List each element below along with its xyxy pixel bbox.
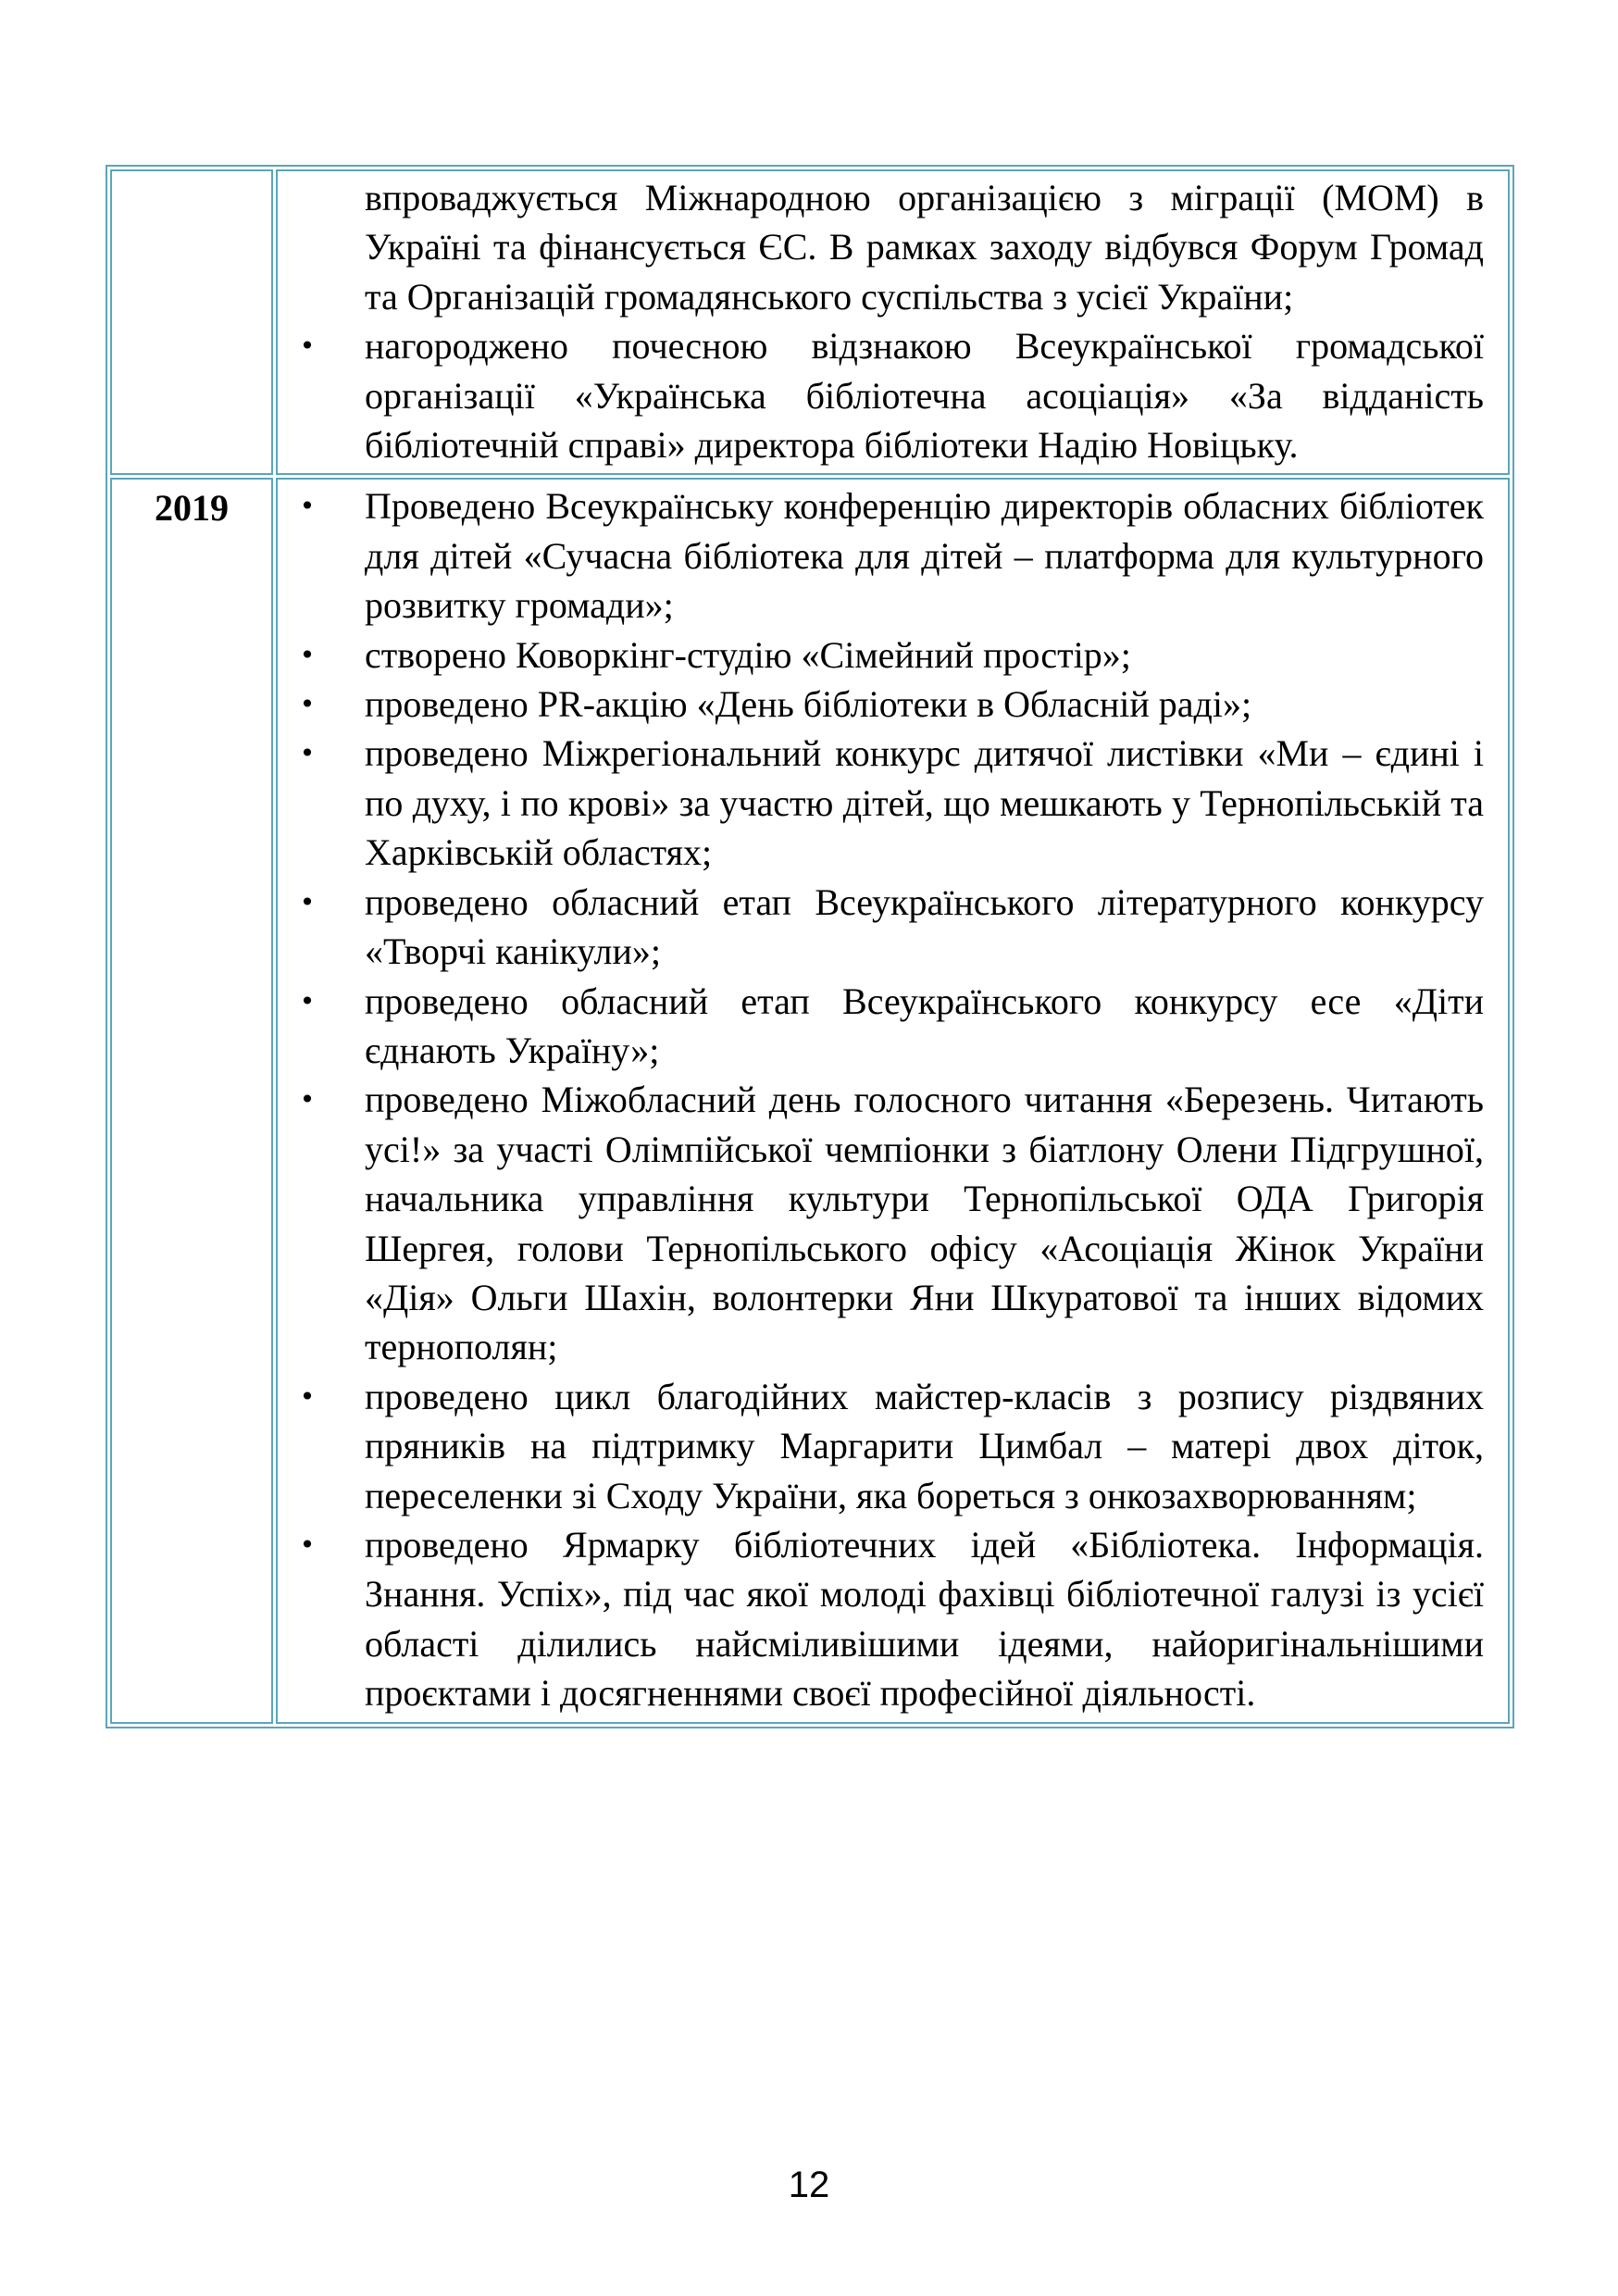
table-row [110, 478, 1510, 1723]
list-item [278, 1075, 1484, 1371]
content-cell [276, 478, 1510, 1723]
list-item [278, 878, 1484, 977]
events-table [106, 165, 1514, 1728]
list-item [278, 481, 1484, 630]
list-item [278, 729, 1484, 877]
year-label: 2019 [155, 487, 229, 530]
list-item-text: нагороджено почесною відзнакою Всеукраїнської громадської організації «Українська бібліотечна асоціація» «За відданість бібліотечній справі» директора бібліотеки Надію Новіцьку. [365, 325, 1484, 467]
list-item-text: проведено Ярмарку бібліотечних ідей «Бібліотека. Інформація. Знання. Успіх», під час якої молоді фахівці бібліотечної галузі із усієї області ділились найсміливішими ідеями, найоригінальнішими проєктами і досягненнями своєї професійної діяльності. [365, 1523, 1484, 1715]
list-item-text: проведено Міжобласний день голосного читання «Березень. Читають усі!» за участі Олімпійської чемпіонки з біатлону Олени Підгрушної, начальника управління культури Тернопільської ОДА Григорія Шергея, голови Тернопільського офісу «Асоціація Жінок України «Дія» Ольги Шахін, волонтерки Яни Шкуратової та інших відомих тернополян; [365, 1079, 1484, 1368]
events-table-body [110, 169, 1510, 1724]
bullet-icon: • [299, 491, 316, 522]
list-item-text: проведено Міжрегіональний конкурс дитячої листівки «Ми – єдині і по духу, і по крові» за участю дітей, що мешкають у Тернопільській та Харківській областях; [365, 732, 1484, 874]
list-item-text: створено Коворкінг-студію «Сімейний простір»; [365, 633, 1131, 676]
bullet-icon: • [299, 639, 316, 670]
content-cell [276, 169, 1510, 475]
bullet-icon: • [299, 331, 316, 362]
list-item [278, 680, 1484, 729]
page-number: 12 [788, 2165, 830, 2205]
bullet-icon: • [299, 886, 316, 917]
bullet-icon: • [299, 1084, 316, 1116]
list-item [278, 321, 1484, 469]
continuation-text: впроваджується Міжнародною організацією з міграції (МОМ) в Україні та фінансується ЄС. В рамках заходу відбувся Форум Громад та Організацій громадянського суспільства з усієї України; [365, 177, 1484, 318]
year-label [112, 171, 271, 175]
list-item [278, 1372, 1484, 1520]
bullet-icon: • [299, 1529, 316, 1560]
list-item-text: проведено PR-акцію «День бібліотеки в Обласній раді»; [365, 683, 1252, 726]
list-item-text: проведено обласний етап Всеукраїнського конкурсу есе «Діти єднають Україну»; [365, 980, 1484, 1071]
list-item-text: проведено цикл благодійних майстер-класів з розпису різдвяних пряників на підтримку Маргарити Цимбал – матері двох діток, переселенки зі Сходу України, яка бореться з онкозахворюванням; [365, 1375, 1484, 1516]
bullet-icon: • [299, 985, 316, 1017]
bullet-icon: • [299, 1380, 316, 1412]
list-item-text: Проведено Всеукраїнську конференцію директорів обласних бібліотек для дітей «Сучасна бібліотека для дітей – платформа для культурного розвитку громади»; [365, 485, 1484, 627]
year-cell [110, 478, 273, 1723]
list-item [278, 977, 1484, 1076]
year-cell [110, 169, 273, 475]
bullet-icon: • [299, 738, 316, 769]
table-row [110, 169, 1510, 475]
content-list [278, 480, 1508, 1721]
list-item-text: проведено обласний етап Всеукраїнського літературного конкурсу «Творчі канікули»; [365, 880, 1484, 973]
list-item [278, 630, 1484, 680]
bullet-icon: • [299, 689, 316, 720]
list-item [278, 1520, 1484, 1718]
content-list [278, 171, 1508, 473]
